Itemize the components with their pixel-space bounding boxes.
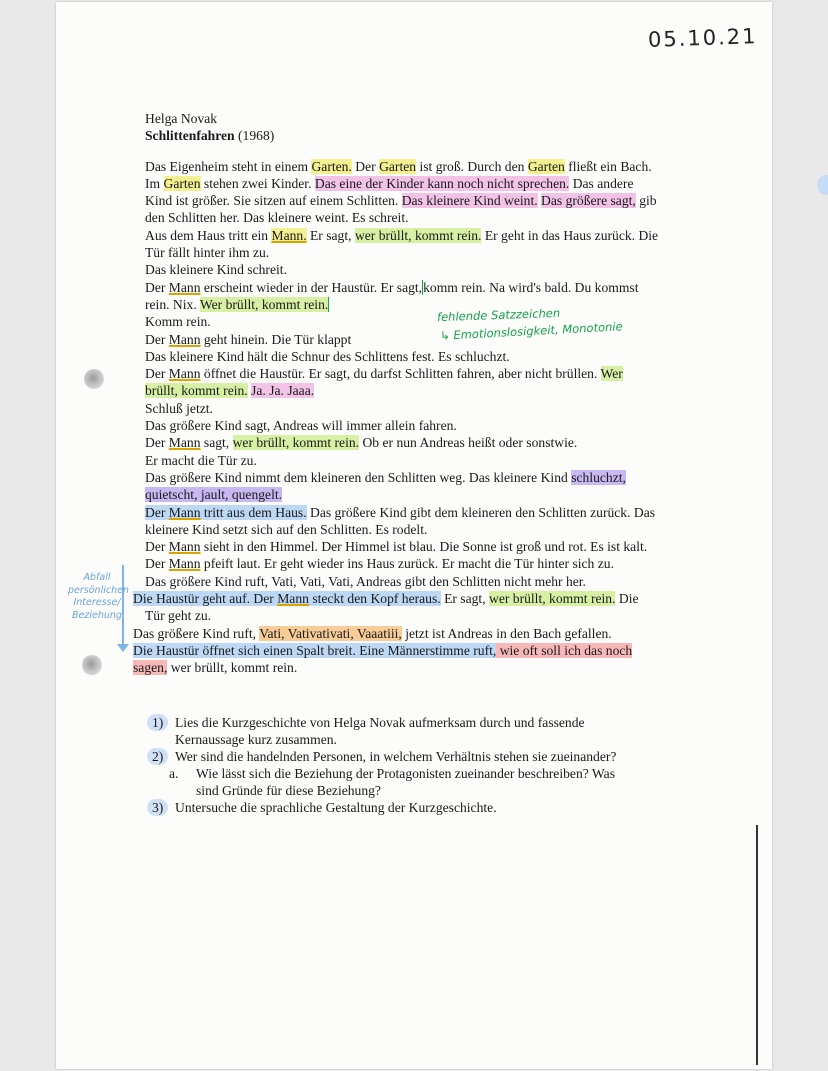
task-2: 2) Wer sind die handelnden Personen, in welchem Verhältnis stehen sie zueinander?	[147, 748, 707, 765]
story-line-1: Das Eigenheim steht in einem Garten. Der Garten ist groß. Durch den Garten fließt ein Bach.	[145, 158, 652, 174]
story-line-25: Das größere Kind ruft, Vati, Vati, Vati, Andreas gibt den Schlitten nicht mehr her.	[145, 573, 586, 589]
story-line-24: Der Mann pfeift laut. Er geht wieder ins Haus zurück. Er macht die Tür hinter sich zu.	[145, 556, 614, 572]
story-line-11: Der Mann geht hinein. Die Tür klappt	[145, 331, 352, 347]
handwritten-date: 05.10.21	[647, 24, 758, 52]
title: Schlittenfahren	[145, 128, 235, 144]
story-line-20: quietscht, jault, quengelt.	[145, 487, 283, 503]
punch-hole-bottom	[82, 655, 102, 675]
task-3: 3) Untersuche die sprachliche Gestaltung der Kurzgeschichte.	[147, 799, 707, 816]
blue-marker-dot	[817, 175, 828, 195]
blue-margin-note: Abfall persönlichen Interesse/ Beziehung	[68, 572, 129, 621]
story-line-27: Tür geht zu.	[145, 608, 212, 624]
story-line-14: brüllt, kommt rein. Ja. Ja. Jaaa.	[145, 383, 315, 399]
story-line-3: Kind ist größer. Sie sitzen auf einem Schlitten. Das kleinere Kind weint. Das größere sagt, gib	[145, 193, 657, 209]
story-line-16: Das größere Kind sagt, Andreas will immer allein fahren.	[145, 418, 457, 434]
story-text	[133, 110, 685, 677]
story-line-9: rein. Nix. Wer brüllt, kommt rein.	[145, 296, 329, 312]
story-line-10: Komm rein.	[145, 314, 211, 330]
blue-arrow-head-icon	[117, 644, 129, 652]
story-line-28: Das größere Kind ruft, Vati, Vativativati, Vaaatiii, jetzt ist Andreas in den Bach gefallen.	[133, 625, 612, 641]
story-line-17: Der Mann sagt, wer brüllt, kommt rein. Ob er nun Andreas heißt oder sonstwie.	[145, 435, 578, 451]
story-line-13: Der Mann öffnet die Haustür. Er sagt, du darfst Schlitten fahren, aber nicht brüllen. Wer	[145, 366, 623, 382]
year: (1968)	[238, 128, 275, 144]
story-line-29: Die Haustür öffnet sich einen Spalt breit. Eine Männerstimme ruft, wie oft soll ich das noch	[133, 642, 633, 658]
story-line-19: Das größere Kind nimmt dem kleineren den Schlitten weg. Das kleinere Kind schluchzt,	[145, 469, 626, 485]
story-line-8: Der Mann erscheint wieder in der Haustür. Er sagt,komm rein. Na wird's bald. Du kommst	[145, 279, 639, 295]
story-line-26: Die Haustür geht auf. Der Mann steckt den Kopf heraus. Er sagt, wer brüllt, kommt rein. Die	[133, 591, 639, 607]
green-note-punctuation: fehlende Satzzeichen	[436, 305, 561, 325]
story-line-4: den Schlitten her. Das kleinere weint. Es schreit.	[145, 210, 409, 226]
task-1: 1) Lies die Kurzgeschichte von Helga Novak aufmerksam durch und fassende Kernaussage kurz zusammen.	[147, 714, 707, 748]
task-2a: a. Wie lässt sich die Beziehung der Protagonisten zueinander beschreiben? Was sind Gründe für diese Beziehung?	[169, 766, 615, 798]
story-line-22: kleinere Kind setzt sich auf den Schlitten. Es rodelt.	[145, 521, 428, 537]
story-line-7: Das kleinere Kind schreit.	[145, 262, 287, 278]
punch-hole-top	[84, 369, 104, 389]
story-line-15: Schluß jetzt.	[145, 400, 213, 416]
title-line	[145, 127, 685, 144]
story-line-30: sagen, wer brüllt, kommt rein.	[133, 660, 298, 676]
story-line-5: Aus dem Haus tritt ein Mann. Er sagt, wer brüllt, kommt rein. Er geht in das Haus zurück. Die	[145, 227, 659, 243]
task-list	[147, 714, 707, 816]
story-line-6: Tür fällt hinter ihm zu.	[145, 245, 270, 261]
story-line-23: Der Mann sieht in den Himmel. Der Himmel ist blau. Die Sonne ist groß und rot. Es ist kalt.	[145, 539, 648, 555]
author: Helga Novak	[145, 111, 218, 126]
story-line-12: Das kleinere Kind hält die Schnur des Schlittens fest. Es schluchzt.	[145, 348, 510, 364]
story-line-21: Der Mann tritt aus dem Haus. Das größere Kind gibt dem kleineren den Schlitten zurück. Das	[145, 504, 656, 520]
story-line-2: Im Garten stehen zwei Kinder. Das eine der Kinder kann noch nicht sprechen. Das andere	[145, 175, 634, 191]
green-note-emotion: ↳ Emotionslosigkeit, Monotonie	[439, 319, 623, 343]
story-line-18: Er macht die Tür zu.	[145, 452, 257, 468]
edge-pen-mark	[756, 825, 758, 1065]
